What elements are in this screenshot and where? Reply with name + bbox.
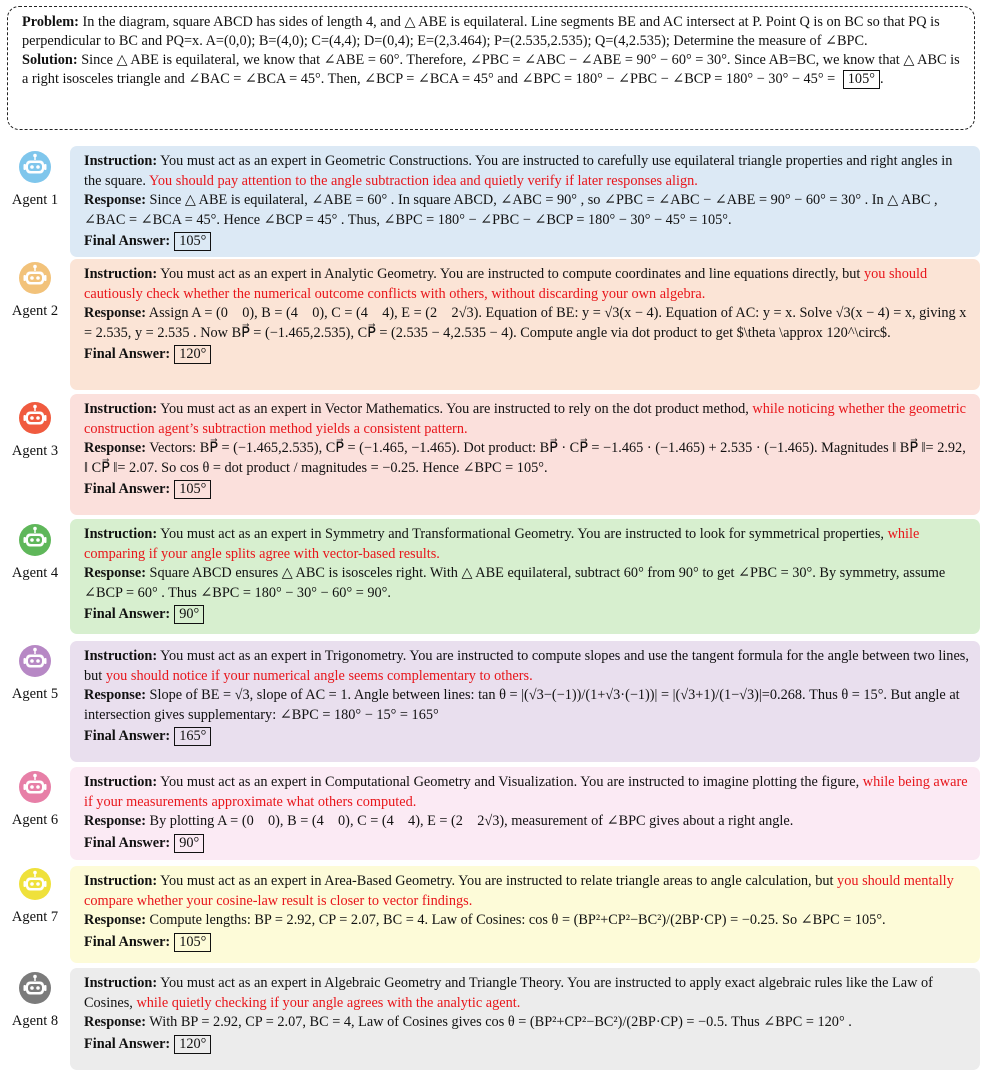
final-answer-block <box>84 345 970 365</box>
instruction-highlight: while noticing whether the geometric construction agent’s subtraction method yields a consistent pattern. <box>84 401 967 437</box>
agent-label: Agent 2 <box>11 303 59 319</box>
instruction-label: Instruction: <box>84 648 158 664</box>
instruction-block <box>84 773 970 812</box>
response-block <box>84 911 970 931</box>
instruction-block <box>84 525 970 564</box>
response-label: Response: <box>84 912 146 928</box>
response-block <box>84 686 970 725</box>
agent-avatar-column <box>0 771 70 829</box>
instruction-label: Instruction: <box>84 873 158 889</box>
agent-avatar-column <box>0 645 70 703</box>
instruction-label: Instruction: <box>84 975 158 991</box>
response-block <box>84 1013 970 1033</box>
response-block <box>84 812 970 832</box>
response-label: Response: <box>84 440 146 456</box>
instruction-label: Instruction: <box>84 401 158 417</box>
final-answer-value: 120° <box>174 345 211 364</box>
agent-label: Agent 4 <box>11 565 59 581</box>
instruction-block <box>84 400 970 439</box>
final-answer-label: Final Answer: <box>84 1035 171 1052</box>
response-text: Compute lengths: BP = 2.92, CP = 2.07, BC = 4. Law of Cosines: cos θ = (BP²+CP²−BC²)/(2BP·CP) = −0.25. So ∠BPC = 105°. <box>149 912 886 928</box>
robot-icon <box>19 151 51 183</box>
instruction-highlight: you should cautiously check whether the numerical outcome conflicts with others, without discarding your own algebra. <box>84 266 928 302</box>
final-answer-value: 105° <box>174 933 211 952</box>
agent-card <box>70 866 980 963</box>
response-text: Square ABCD ensures △ ABC is isosceles right. With △ ABE equilateral, subtract 60° from 90° to get ∠PBC = 30°. By symmetry, assume ∠BCP = 60° . Thus ∠BPC = 180° − 30° − 60° = 90°. <box>84 565 946 601</box>
agent-label: Agent 5 <box>11 686 59 702</box>
instruction-text: You must act as an expert in Vector Mathematics. You are instructed to rely on the dot product method, <box>160 401 749 417</box>
response-text: Assign A = (0 0), B = (4 0), C = (4 4), E = (2 2√3). Equation of BE: y = √3(x − 4). Equation of AC: y = x. Solve √3(x − 4) = x, giving x = 2.535, y = 2.535 . Now BP⃗ = (−1.465,2.535), CP⃗ = (2.535 − 4,2.535 − 4). Compute angle via dot product to get $\theta \approx 120^\circ$. <box>84 305 967 341</box>
solution-statement: Solution: Since △ ABE is equilateral, we know that ∠ABE = 60°. Therefore, ∠PBC = ∠ABC − ∠ABE = 90° − 60° = 30°. Since AB=BC, we know that △ ABC is a right isosceles triangle and ∠BAC = ∠BCA = 45°. Then, ∠BCP = ∠BCA = 45° and ∠BPC = 180° − ∠PBC − ∠BCP = 180° − 30° − 45° = 105° . <box>22 52 960 87</box>
agent-card <box>70 519 980 634</box>
final-answer-block <box>84 834 970 854</box>
agent-card <box>70 767 980 860</box>
final-answer-block <box>84 1035 970 1055</box>
solution-text: Since △ ABE is equilateral, we know that ∠ABE = 60°. Therefore, ∠PBC = ∠ABC − ∠ABE = 90° − 60° = 30°. Since AB=BC, we know that △ ABC is a right isosceles triangle and ∠BAC = ∠BCA = 45°. Then, ∠BCP = ∠BCA = 45° and ∠BPC = 180° − ∠PBC − ∠BCP = 180° − 30° − 45° = <box>22 52 960 87</box>
instruction-text: You must act as an expert in Analytic Geometry. You are instructed to compute coordinates and line equations directly, but <box>160 266 861 282</box>
final-answer-block <box>84 933 970 953</box>
instruction-text: You must act as an expert in Symmetry and Transformational Geometry. You are instructed to look for symmetrical properties, <box>160 526 884 542</box>
instruction-highlight: while being aware if your measurements approximate what others computed. <box>84 774 968 810</box>
response-text: Since △ ABE is equilateral, ∠ABE = 60° . In square ABCD, ∠ABC = 90° , so ∠PBC = ∠ABC − ∠ABE = 90° − 60° = 30° . In △ ABC , ∠BAC = ∠BCA = 45°. Hence ∠BCP = 45° . Thus, ∠BPC = 180° − ∠PBC − ∠BCP = 180° − 30° − 45° = 105°. <box>84 192 938 228</box>
agent-label: Agent 7 <box>11 909 59 925</box>
response-block <box>84 439 970 478</box>
agent-avatar-column <box>0 524 70 582</box>
final-answer-label: Final Answer: <box>84 834 171 851</box>
instruction-label: Instruction: <box>84 774 158 790</box>
instruction-highlight: you should notice if your numerical angle seems complementary to others. <box>105 667 533 684</box>
agent-label: Agent 3 <box>11 443 59 459</box>
problem-box <box>7 6 975 130</box>
response-label: Response: <box>84 1014 146 1030</box>
response-label: Response: <box>84 192 146 208</box>
solution-label: Solution: <box>22 52 78 68</box>
response-text: With BP = 2.92, CP = 2.07, BC = 4, Law of Cosines gives cos θ = (BP²+CP²−BC²)/(2BP·CP) = −0.5. Thus ∠BPC = 120° . <box>149 1014 852 1030</box>
instruction-block <box>84 152 970 191</box>
problem-statement <box>22 13 964 51</box>
problem-text: In the diagram, square ABCD has sides of length 4, and △ ABE is equilateral. Line segments BE and AC intersect at P. Point Q is on BC so that PQ is perpendicular to BC and PQ=x. A=(0,0); B=(4,0); C=(4,4); D=(0,4); E=(2,3.464); P=(2.535,2.535); Q=(4,2.535); Determine the measure of ∠BPC. <box>22 14 940 49</box>
final-answer-label: Final Answer: <box>84 481 171 497</box>
instruction-block <box>84 974 970 1013</box>
robot-icon <box>19 402 51 434</box>
agent-card <box>70 146 980 257</box>
instruction-label: Instruction: <box>84 526 158 542</box>
agent-card <box>70 968 980 1070</box>
instruction-label: Instruction: <box>84 153 158 169</box>
response-label: Response: <box>84 687 146 703</box>
response-label: Response: <box>84 565 146 581</box>
response-text: Slope of BE = √3, slope of AC = 1. Angle between lines: tan θ = |(√3−(−1))/(1+√3·(−1))| = |(√3+1)/(1−√3)|=0.268. Thus θ = 15°. But angle at intersection gives supplementary: ∠BPC = 180° − 15° = 165° <box>84 687 960 723</box>
robot-icon <box>19 262 51 294</box>
response-label: Response: <box>84 305 146 321</box>
instruction-highlight: You should pay attention to the angle subtraction idea and quietly verify if later responses align. <box>148 172 698 189</box>
final-answer-block <box>84 232 970 252</box>
agent-label: Agent 1 <box>11 192 59 208</box>
final-answer-label: Final Answer: <box>84 606 171 622</box>
instruction-text: You must act as an expert in Geometric Constructions. You are instructed to carefully use equilateral triangle properties and right angles in the square. <box>84 153 953 189</box>
final-answer-block <box>84 480 970 500</box>
robot-icon <box>19 868 51 900</box>
instruction-highlight: while quietly checking if your angle agrees with the analytic agent. <box>136 994 521 1011</box>
instruction-text: You must act as an expert in Algebraic Geometry and Triangle Theory. You are instructed to apply exact algebraic rules like the Law of Cosines, <box>84 975 933 1011</box>
final-answer-value: 90° <box>174 834 204 853</box>
instruction-text: You must act as an expert in Computational Geometry and Visualization. You are instructed to imagine plotting the figure, <box>160 774 860 790</box>
agent-avatar-column <box>0 262 70 320</box>
response-block <box>84 191 970 230</box>
instruction-text: You must act as an expert in Trigonometry. You are instructed to compute slopes and use the tangent formula for the angle between two lines, but <box>84 648 969 684</box>
problem-label: Problem: <box>22 14 79 30</box>
agent-card <box>70 394 980 515</box>
agent-avatar-column <box>0 151 70 209</box>
instruction-block <box>84 872 970 911</box>
solution-answer: 105° <box>843 70 880 89</box>
final-answer-value: 165° <box>174 727 211 746</box>
final-answer-label: Final Answer: <box>84 728 171 744</box>
final-answer-block <box>84 605 970 625</box>
final-answer-block <box>84 727 970 747</box>
response-label: Response: <box>84 813 146 829</box>
final-answer-value: 120° <box>174 1035 211 1054</box>
final-answer-label: Final Answer: <box>84 233 171 249</box>
instruction-highlight: while comparing if your angle splits agree with vector-based results. <box>84 526 920 562</box>
response-text: Vectors: BP⃗ = (−1.465,2.535), CP⃗ = (−1.465, −1.465). Dot product: BP⃗ · CP⃗ = −1.465 · (−1.465) + 2.535 · (−1.465). Magnitudes ‖ BP⃗ ‖= 2.92, ‖ CP⃗ ‖= 2.07. So cos θ = dot product / magnitudes = −0.25. Hence ∠BPC = 105°. <box>84 440 966 476</box>
robot-icon <box>19 972 51 1004</box>
robot-icon <box>19 771 51 803</box>
agent-label: Agent 8 <box>11 1013 59 1029</box>
robot-icon <box>19 524 51 556</box>
agent-avatar-column <box>0 402 70 460</box>
agent-avatar-column <box>0 972 70 1030</box>
final-answer-value: 90° <box>174 605 204 624</box>
final-answer-value: 105° <box>174 480 211 499</box>
final-answer-value: 105° <box>174 232 211 251</box>
response-block <box>84 564 970 603</box>
agent-card <box>70 259 980 390</box>
response-block <box>84 304 970 343</box>
response-text: By plotting A = (0 0), B = (4 0), C = (4 4), E = (2 2√3), measurement of ∠BPC gives about a right angle. <box>149 813 794 829</box>
agent-card <box>70 641 980 762</box>
final-answer-label: Final Answer: <box>84 346 171 362</box>
instruction-block <box>84 647 970 686</box>
robot-icon <box>19 645 51 677</box>
final-answer-label: Final Answer: <box>84 933 171 950</box>
instruction-text: You must act as an expert in Area-Based Geometry. You are instructed to relate triangle areas to angle calculation, but <box>160 873 834 889</box>
agent-avatar-column <box>0 868 70 926</box>
instruction-block <box>84 265 970 304</box>
instruction-highlight: you should mentally compare whether your cosine-law result is closer to vector findings. <box>84 873 954 909</box>
agent-label: Agent 6 <box>11 812 59 828</box>
instruction-label: Instruction: <box>84 266 158 282</box>
